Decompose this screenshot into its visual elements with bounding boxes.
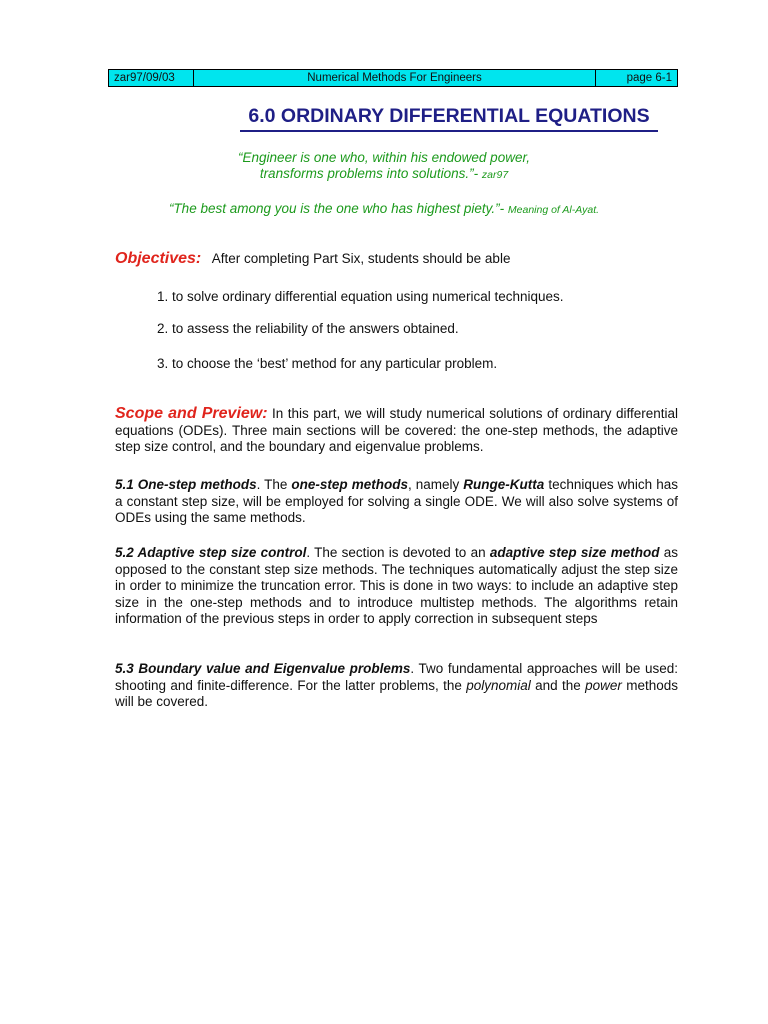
section-5-3-italic-1: polynomial	[466, 677, 531, 693]
header-page-number: page 6-1	[626, 72, 672, 84]
section-5-1-lead: 5.1 One-step methods	[115, 477, 257, 492]
section-5-3-text-2: and the	[530, 677, 586, 693]
section-5-2-lead: 5.2 Adaptive step size control	[115, 545, 307, 560]
section-5-1-emphasis-2: Runge-Kutta	[463, 477, 545, 492]
section-5-1-text-3: techniques which has a constant step size, will be employed for solving a single ODE. We will also solve systems of ODEs using the same methods.	[115, 477, 678, 525]
section-5-1-text: . The	[256, 477, 292, 492]
section-5-3-paragraph	[115, 661, 678, 711]
section-5-2-text: . The section is devoted to an	[306, 545, 490, 560]
section-5-3-text-3: methods will be covered.	[115, 677, 679, 709]
objectives-intro: After completing Part Six, students should be able	[211, 251, 511, 266]
page-header	[108, 69, 678, 87]
objectives-line	[115, 250, 510, 268]
section-5-2-emphasis: adaptive step size method	[489, 545, 660, 560]
header-code: zar97/09/03	[109, 70, 194, 86]
objectives-heading: Objectives:	[115, 250, 202, 267]
quote-2-author: Meaning of Al-Ayat.	[507, 204, 600, 216]
quote-1-line-2	[0, 166, 768, 181]
section-5-1-emphasis-1: one-step methods	[291, 477, 408, 492]
section-5-3-text: . Two fundamental approaches will be used: shooting and finite-difference. For the latter problems, the	[115, 661, 678, 693]
objective-item-1: 1. to solve ordinary differential equation using numerical techniques.	[157, 289, 564, 304]
quote-1-text: transforms problems into solutions.”-	[259, 166, 479, 181]
section-5-3-italic-2: power	[585, 677, 622, 693]
quote-2-text: “The best among you is the one who has highest piety.”-	[168, 201, 505, 216]
objective-item-2: 2. to assess the reliability of the answers obtained.	[157, 321, 459, 336]
scope-paragraph	[115, 406, 678, 456]
scope-text: In this part, we will study numerical solutions of ordinary differential equations (ODEs). Three main sections will be covered: the one-step methods, the adaptive step size control, and the boundary and eigenvalue problems.	[115, 406, 678, 454]
quote-1-author: zar97	[481, 169, 509, 181]
scope-heading: Scope and Preview:	[115, 405, 268, 422]
quote-1-line-1: “Engineer is one who, within his endowed power,	[238, 150, 530, 165]
header-course: Numerical Methods For Engineers	[194, 70, 596, 86]
chapter-title: 6.0 ORDINARY DIFFERENTIAL EQUATIONS	[240, 105, 658, 132]
quote-2	[0, 201, 768, 216]
objective-item-3: 3. to choose the ‘best’ method for any particular problem.	[157, 356, 498, 371]
section-5-3-lead: 5.3 Boundary value and Eigenvalue problems	[115, 661, 411, 676]
section-5-2-text-2: as opposed to the constant step size methods. The techniques automatically adjust the step size in order to minimize the truncation error. This is done in two ways: to include an adaptive step size in the one-step methods and to introduce multistep methods. The algorithms retain information of the previous steps in order to apply correction in subsequent steps	[115, 545, 678, 626]
section-5-1-text-2: , namely	[407, 477, 464, 492]
section-5-2-paragraph	[115, 545, 678, 628]
section-5-1-paragraph	[115, 477, 678, 527]
